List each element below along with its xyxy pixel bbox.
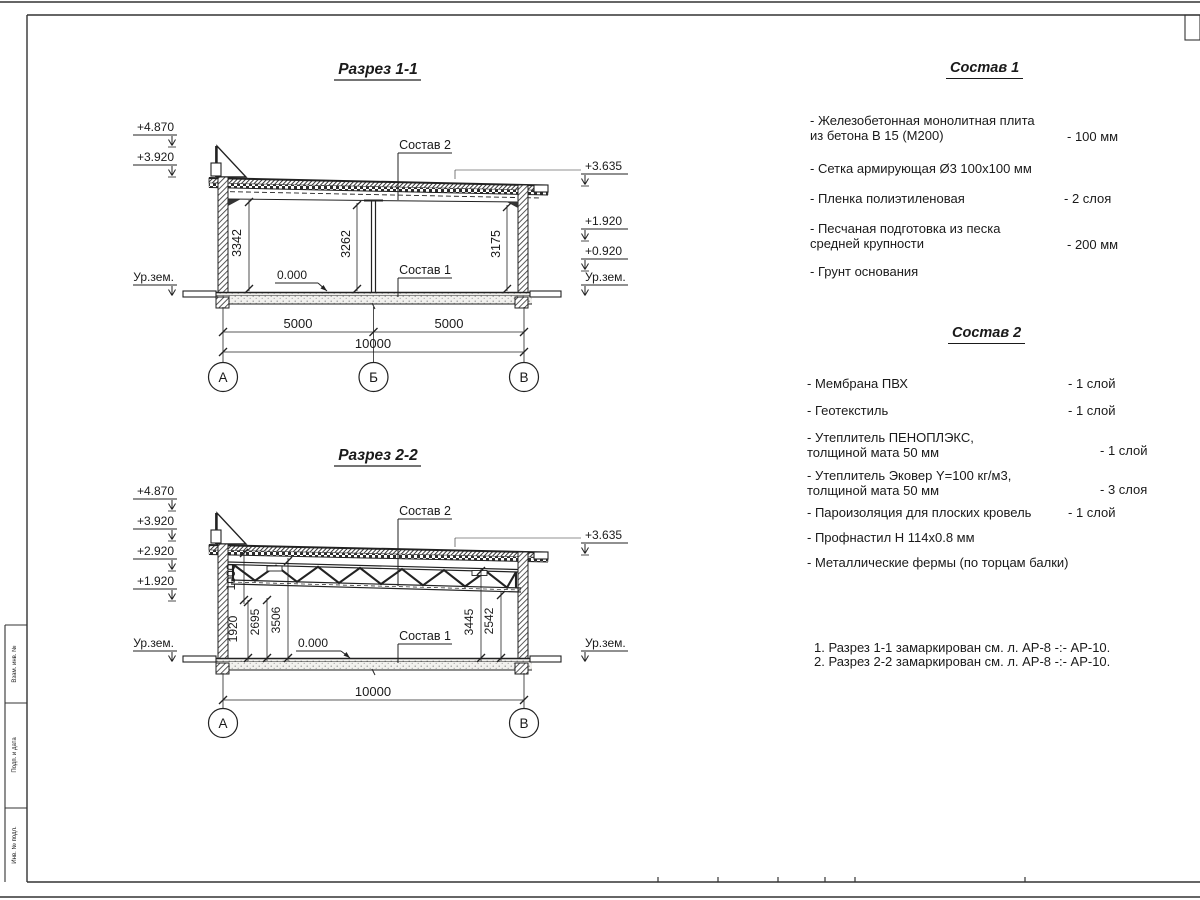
section-title: Разрез 2-2 [338,447,418,464]
dimension-label: 3445 [462,608,476,636]
material-item: - Грунт основания [810,264,919,279]
material-value: - 100 мм [1067,129,1119,144]
material-value: - 1 слой [1100,443,1148,458]
axis-label: А [218,716,228,731]
dimension-label: 10000 [354,336,392,351]
elevation-marks-left [133,120,177,296]
dimension-label: 2695 [248,608,262,636]
material-item: - Мембрана ПВХ [807,376,908,391]
elevation-marks-right [581,159,628,296]
elevation-mark: +4.870 [136,120,174,134]
elevation-mark: +4.870 [136,484,174,498]
title-block-ticks [658,877,1025,882]
material-item: - Утеплитель Эковер Y=100 кг/м3, толщиной мата 50 мм [807,468,1012,498]
elevation-mark: +1.920 [136,574,174,588]
callout-label: Состав 1 [399,629,451,643]
material-item: - Геотекстиль [807,403,889,418]
dimension-label: 3342 [230,229,244,257]
axis-label: В [519,716,529,731]
margin-cell-label: Подп. и дата [12,737,18,773]
section-1-1-drawing [133,61,628,392]
elevation-marks-right [581,528,628,662]
bottom-dimensions [219,307,528,362]
dimension-label: 1920 [226,615,240,643]
material-item: - Железобетонная монолитная плита из бетона В 15 (М200) [810,113,1035,143]
ground-level-label: Ур.зем. [133,636,174,650]
sostav1-title: Состав 1 [946,60,1023,79]
section-2-2-drawing [133,447,628,738]
dimension-label: 3262 [339,230,353,258]
material-value: - 1 слой [1068,505,1116,520]
material-value: - 3 слоя [1100,482,1148,497]
margin-cell-label: Взам. инв. № [12,645,18,683]
section-title: Разрез 1-1 [338,61,418,78]
dimension-label: 5000 [283,316,313,331]
note-line: 2. Разрез 2-2 замаркирован см. л. АР-8 -:- АР-10. [814,654,1111,669]
margin-cell-label: Инв. № подл. [12,826,18,864]
ground-level-label: Ур.зем. [133,270,174,284]
material-item: - Утеплитель ПЕНОПЛЭКС, толщиной мата 50 мм [807,430,974,460]
elevation-mark: +3.635 [585,159,623,173]
zero-level-label: 0.000 [277,268,308,282]
dimension-label: 2542 [482,607,496,635]
elevation-mark: +3.920 [136,150,174,164]
axis-label: Б [369,370,378,385]
note-line: 1. Разрез 1-1 замаркирован см. л. АР-8 -:- АР-10. [814,640,1111,655]
margin-stamp-labels [11,645,18,863]
dimension-label: 3506 [269,606,283,634]
material-item: - Пленка полиэтиленовая [810,191,965,206]
elevation-mark: +0.920 [585,244,623,258]
roof-truss [228,562,521,592]
dimension-label: 1000 [224,563,238,591]
ground-level-label: Ур.зем. [585,636,626,650]
axis-label: В [519,370,529,385]
material-item: - Пароизоляция для плоских кровель [807,505,1032,520]
material-value: - 1 слой [1068,403,1116,418]
dimension-label: 10000 [354,684,392,699]
callout-label: Состав 1 [399,263,451,277]
dimension-label: 3175 [489,230,503,258]
sostav2-title: Состав 2 [948,325,1025,344]
material-item: - Песчаная подготовка из песка средней крупности [810,221,1001,251]
elevation-mark: +3.635 [585,528,623,542]
elevation-marks-left [133,484,177,662]
callout-label: Состав 2 [399,138,451,152]
axis-label: А [218,370,228,385]
elevation-mark: +3.920 [136,514,174,528]
callout-label: Состав 2 [399,504,451,518]
material-value: - 2 слоя [1064,191,1112,206]
material-value: - 1 слой [1068,376,1116,391]
material-value: - 200 мм [1067,237,1119,252]
elevation-mark: +1.920 [585,214,623,228]
material-item: - Сетка армирующая Ø3 100х100 мм [810,161,1032,176]
ground-level-label: Ур.зем. [585,270,626,284]
material-item: - Металлические фермы (по торцам балки) [807,555,1069,570]
material-item: - Профнастил Н 114х0.8 мм [807,530,975,545]
elevation-mark: +2.920 [136,544,174,558]
dimension-label: 5000 [434,316,464,331]
zero-level-label: 0.000 [298,636,329,650]
